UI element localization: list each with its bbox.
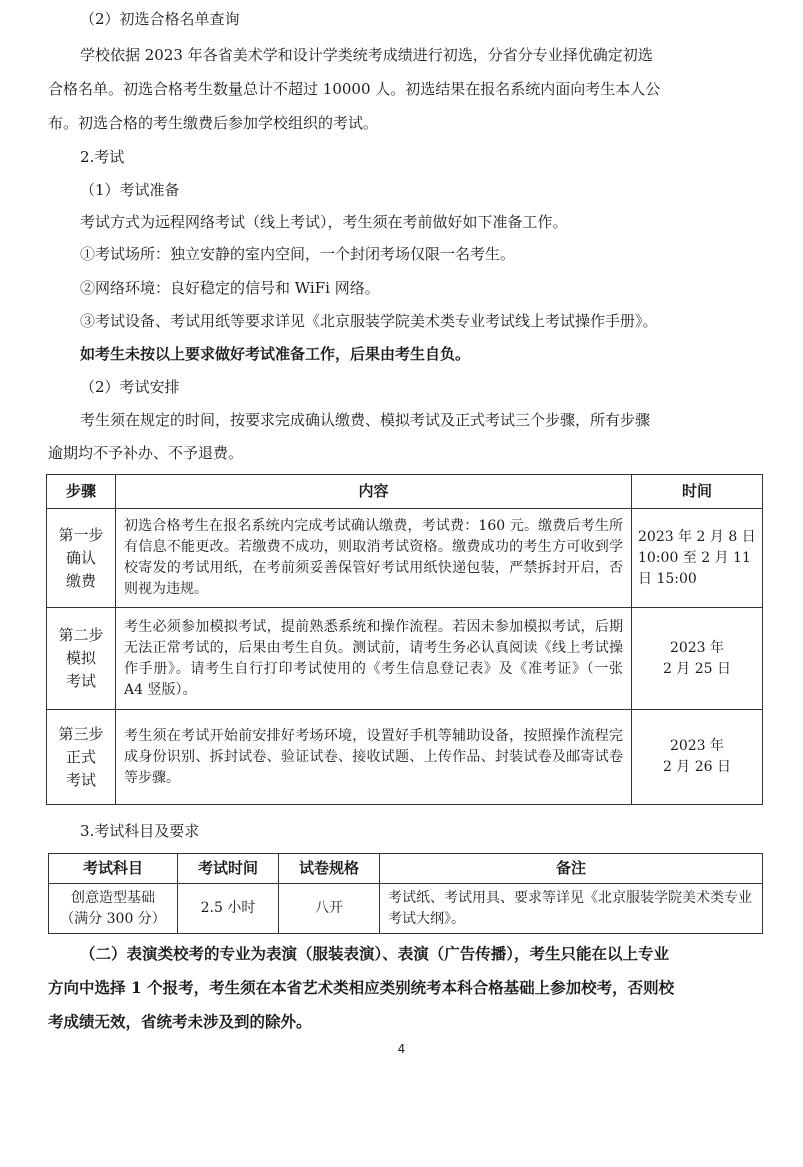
time-line: 2023 年 bbox=[669, 738, 725, 754]
list-item: ②网络环境：良好稳定的信号和 WiFi 网络。 bbox=[80, 279, 380, 297]
table-row bbox=[47, 608, 763, 710]
step-label: 第三步 bbox=[58, 724, 104, 743]
paragraph-line: 逾期均不予补办、不予退费。 bbox=[48, 444, 244, 462]
time-cell bbox=[632, 710, 763, 805]
list-item: ①考试场所：独立安静的室内空间，一个封闭考场仅限一名考生。 bbox=[80, 245, 516, 263]
table-row bbox=[47, 509, 763, 608]
step-label: 第一步 bbox=[58, 525, 104, 544]
page-number: 4 bbox=[397, 1042, 406, 1056]
paragraph-line: 布。初选合格的考生缴费后参加学校组织的考试。 bbox=[48, 114, 379, 132]
table-header-row bbox=[49, 854, 763, 884]
time-line: 2 月 26 日 bbox=[662, 759, 732, 775]
table-header-row bbox=[47, 475, 763, 509]
time-cell: 2023 年 2 月 8 日 10:00 至 2 月 11 日 15:00 bbox=[632, 509, 763, 608]
duration-cell: 2.5 小时 bbox=[178, 884, 279, 934]
paragraph-line: 考生须在规定的时间，按要求完成确认缴费、模拟考试及正式考试三个步骤，所有步骤 bbox=[80, 411, 651, 429]
step-label: 第二步 bbox=[58, 626, 104, 644]
content-cell: 考生必须参加模拟考试，提前熟悉系统和操作流程。若因未参加模拟考试，后期无法正常考试的，后果由考生自负。测试前，请考生务必认真阅读《线上考试操作手册》。请考生自行打印考试使用的《考生信息登记表》及《准考证》（一张 A4 竖版）。 bbox=[116, 608, 632, 710]
step-label: 模拟 bbox=[65, 649, 96, 667]
step-label: 确认 bbox=[65, 548, 96, 567]
step-label: 考试 bbox=[65, 672, 96, 690]
paragraph-line: 考成绩无效，省统考未涉及到的除外。 bbox=[48, 1012, 312, 1031]
section-heading-exam: 2.考试 bbox=[80, 148, 125, 166]
section-heading-prep: （1）考试准备 bbox=[80, 181, 180, 199]
step-cell bbox=[47, 509, 116, 608]
section-heading-subjects: 3.考试科目及要求 bbox=[80, 822, 200, 840]
header-subject: 考试科目 bbox=[49, 854, 178, 884]
paragraph-line: 考试方式为远程网络考试（线上考试），考生须在考前做好如下准备工作。 bbox=[80, 213, 568, 231]
note-cell: 考试纸、考试用具、要求等详见《北京服装学院美术类专业考试大纲》。 bbox=[380, 884, 763, 934]
step-label: 缴费 bbox=[65, 571, 96, 590]
step-label: 考试 bbox=[65, 770, 96, 789]
header-duration: 考试时间 bbox=[178, 854, 279, 884]
section-heading-schedule: （2）考试安排 bbox=[80, 378, 180, 396]
subject-cell bbox=[49, 884, 178, 934]
paper-cell: 八开 bbox=[279, 884, 380, 934]
step-label: 正式 bbox=[65, 747, 96, 766]
section-heading-list-query: （2）初选合格名单查询 bbox=[80, 10, 240, 28]
step-cell bbox=[47, 608, 116, 710]
subject-score: （满分 300 分） bbox=[60, 910, 166, 927]
header-content: 内容 bbox=[116, 475, 632, 509]
paragraph-line: 合格名单。初选合格考生数量总计不超过 10000 人。初选结果在报名系统内面向考生本人公 bbox=[48, 80, 661, 98]
paragraph-line: （二）表演类校考的专业为表演（服装表演）、表演（广告传播），考生只能在以上专业 bbox=[80, 944, 670, 963]
paragraph-line: 学校依据 2023 年各省美术学和设计学类统考成绩进行初选，分省分专业择优确定初选 bbox=[80, 46, 653, 64]
header-paper: 试卷规格 bbox=[279, 854, 380, 884]
time-cell bbox=[632, 608, 763, 710]
header-step: 步骤 bbox=[47, 475, 116, 509]
header-note: 备注 bbox=[380, 854, 763, 884]
content-cell: 考生须在考试开始前安排好考场环境，设置好手机等辅助设备，按照操作流程完成身份识别、拆封试卷、验证试卷、接收试题、上传作品、封装试卷及邮寄试卷等步骤。 bbox=[116, 710, 632, 805]
step-cell bbox=[47, 710, 116, 805]
schedule-table bbox=[46, 474, 763, 805]
content-cell: 初选合格考生在报名系统内完成考试确认缴费，考试费：160 元。缴费后考生所有信息不能更改。若缴费不成功，则取消考试资格。缴费成功的考生方可收到学校寄发的考试用纸，在考前须妥善保管好考试用纸快递包装，严禁拆封开启，否则视为违规。 bbox=[116, 509, 632, 608]
table-row bbox=[47, 710, 763, 805]
paragraph-line: 方向中选择 1 个报考，考生须在本省艺术类相应类别统考本科合格基础上参加校考，否则校 bbox=[48, 978, 675, 997]
time-line: 2023 年 bbox=[669, 639, 725, 656]
table-row bbox=[49, 884, 763, 934]
list-item: ③考试设备、考试用纸等要求详见《北京服装学院美术类专业考试线上考试操作手册》。 bbox=[80, 312, 658, 330]
header-time: 时间 bbox=[632, 475, 763, 509]
subject-table bbox=[48, 853, 763, 934]
prep-warning: 如考生未按以上要求做好考试准备工作，后果由考生自负。 bbox=[80, 345, 471, 363]
subject-name: 创意造型基础 bbox=[71, 889, 155, 906]
time-line: 2 月 25 日 bbox=[662, 660, 732, 677]
